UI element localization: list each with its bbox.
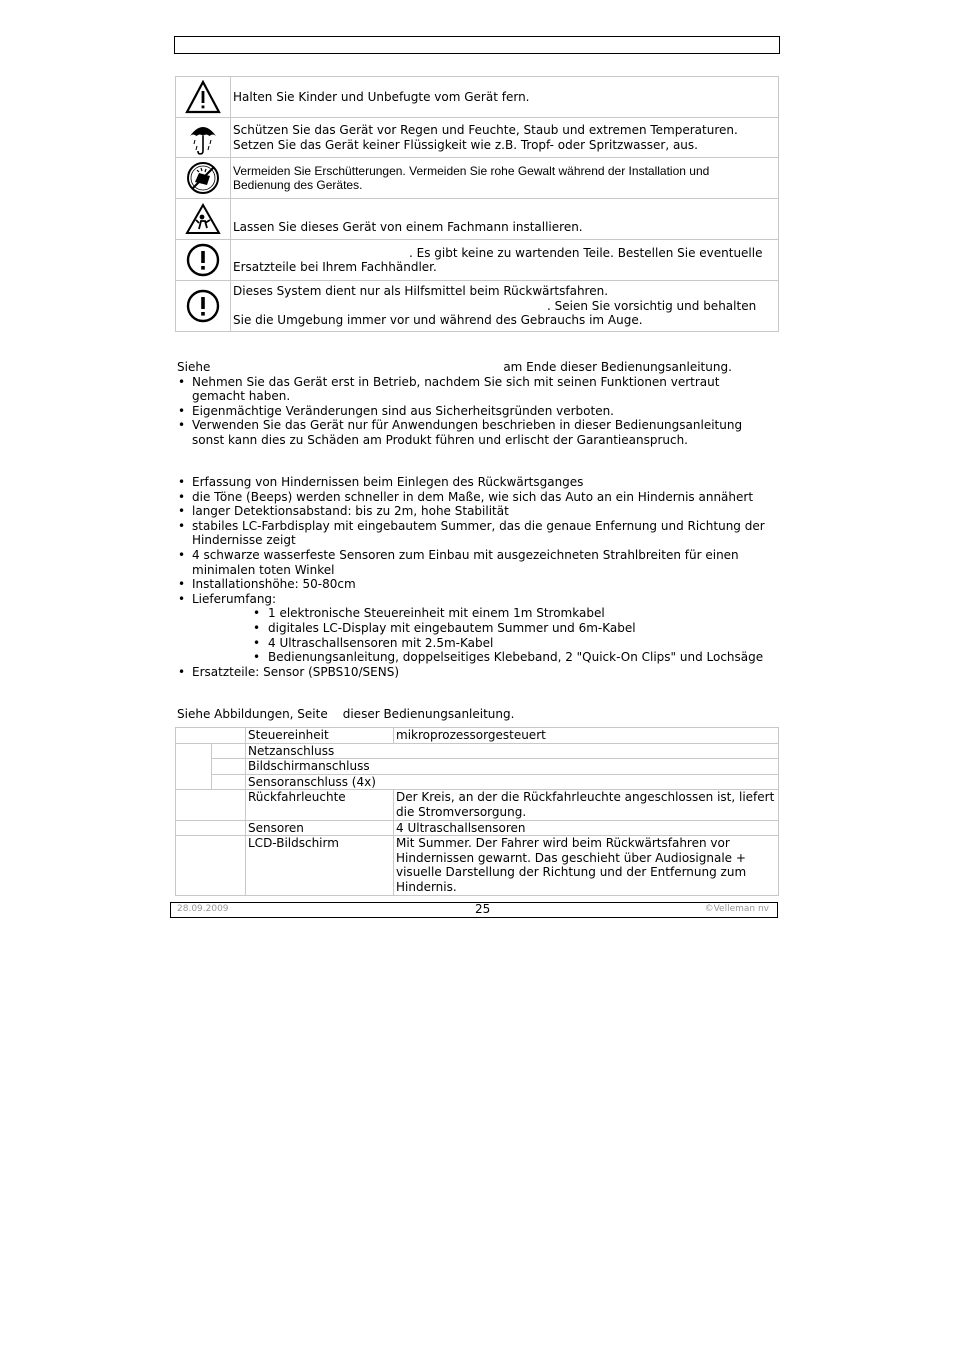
table-row xyxy=(176,743,779,759)
footer-date: 28.09.2009 xyxy=(177,904,229,914)
spare-parts-list xyxy=(177,665,777,680)
table-row xyxy=(176,728,779,744)
footer xyxy=(170,902,778,918)
list-item: • Nehmen Sie das Gerät erst in Betrieb, nachdem Sie sich mit seinen Funktionen vertraut gemacht haben. xyxy=(177,375,777,404)
table-cell: 4 Ultraschallsensoren xyxy=(394,820,779,836)
safety-text: . Es gibt keine zu wartenden Teile. Bestellen Sie eventuelle Ersatzteile bei Ihrem Fachhändler. xyxy=(231,240,779,281)
table-cell: Netzanschluss xyxy=(246,743,779,759)
umbrella-rain-icon xyxy=(176,118,231,158)
safety-row xyxy=(176,77,779,118)
header-bar xyxy=(174,36,780,54)
table-row xyxy=(176,836,779,895)
safety-row xyxy=(176,118,779,158)
spec-table xyxy=(175,727,779,896)
list-item: • 1 elektronische Steuereinheit mit einem 1m Stromkabel xyxy=(253,606,777,621)
safety-row xyxy=(176,158,779,199)
exclamation-circle-icon xyxy=(176,240,231,281)
technician-icon xyxy=(176,199,231,240)
list-item: • Lieferumfang: xyxy=(177,592,777,607)
table-row xyxy=(176,820,779,836)
guidelines-intro: Siehe am Ende dieser Bedienungsanleitung. xyxy=(177,360,732,374)
table-row xyxy=(176,759,779,775)
safety-text: Lassen Sie dieses Gerät von einem Fachmann installieren. xyxy=(231,199,779,240)
safety-row xyxy=(176,240,779,281)
footer-copyright: ©Velleman nv xyxy=(704,904,769,914)
features-section xyxy=(177,475,777,679)
list-item: • Verwenden Sie das Gerät nur für Anwendungen beschrieben in dieser Bedienungsanleitung sonst kann dies zu Schäden am Produkt führen und erlischt der Garantieanspruch. xyxy=(177,418,777,447)
features-list xyxy=(177,475,777,606)
list-item: • die Töne (Beeps) werden schneller in dem Maße, wie sich das Auto an ein Hindernis annähert xyxy=(177,490,777,505)
no-shock-icon xyxy=(176,158,231,199)
list-item: • 4 Ultraschallsensoren mit 2.5m-Kabel xyxy=(253,636,777,651)
safety-text: Vermeiden Sie Erschütterungen. Vermeiden Sie rohe Gewalt während der Installation und Bedienung des Gerätes. xyxy=(231,158,779,199)
safety-text: Halten Sie Kinder und Unbefugte vom Gerät fern. xyxy=(231,77,779,118)
table-cell: mikroprozessorgesteuert xyxy=(394,728,779,744)
table-cell: Sensoranschluss (4x) xyxy=(246,774,779,790)
list-item: • digitales LC-Display mit eingebautem Summer und 6m-Kabel xyxy=(253,621,777,636)
table-cell: Mit Summer. Der Fahrer wird beim Rückwärtsfahren vor Hindernissen gewarnt. Das geschieht über Audiosignale + visuelle Darstellung der Richtung und der Entfernung zum Hindernis. xyxy=(394,836,779,895)
list-item: • Eigenmächtige Veränderungen sind aus Sicherheitsgründen verboten. xyxy=(177,404,777,419)
table-cell: Steuereinheit xyxy=(246,728,394,744)
list-item: • Installationshöhe: 50-80cm xyxy=(177,577,777,592)
list-item: • stabiles LC-Farbdisplay mit eingebautem Summer, das die genaue Enfernung und Richtung der Hindernisse zeigt xyxy=(177,519,777,548)
guidelines-list xyxy=(177,375,777,448)
list-item: • 4 schwarze wasserfeste Sensoren zum Einbau mit ausgezeichneten Strahlbreiten für einen minimalen toten Winkel xyxy=(177,548,777,577)
table-row xyxy=(176,774,779,790)
table-cell: Sensoren xyxy=(246,820,394,836)
exclamation-circle-icon xyxy=(176,281,231,332)
list-item: • Bedienungsanleitung, doppelseitiges Klebeband, 2 "Quick-On Clips" und Lochsäge xyxy=(253,650,777,665)
warning-triangle-icon xyxy=(176,77,231,118)
table-row xyxy=(176,790,779,820)
package-contents-list xyxy=(177,606,777,664)
safety-text: Dieses System dient nur als Hilfsmittel beim Rückwärtsfahren. . Seien Sie vorsichtig und behalten Sie die Umgebung immer vor und während des Gebrauchs im Auge. xyxy=(231,281,779,332)
safety-text: Schützen Sie das Gerät vor Regen und Feuchte, Staub und extremen Temperaturen. Setzen Sie das Gerät keiner Flüssigkeit wie z.B. Tropf- oder Spritzwasser, aus. xyxy=(231,118,779,158)
list-item: • langer Detektionsabstand: bis zu 2m, hohe Stabilität xyxy=(177,504,777,519)
guidelines-section xyxy=(177,360,777,448)
table-cell: Bildschirmanschluss xyxy=(246,759,779,775)
page-number: 25 xyxy=(475,902,491,916)
list-item: • Ersatzteile: Sensor (SPBS10/SENS) xyxy=(177,665,777,680)
overview-intro: Siehe Abbildungen, Seite dieser Bedienungsanleitung. xyxy=(177,707,515,721)
table-cell: Der Kreis, an der die Rückfahrleuchte angeschlossen ist, liefert die Stromversorgung. xyxy=(394,790,779,820)
safety-table xyxy=(175,76,779,332)
table-cell: Rückfahrleuchte xyxy=(246,790,394,820)
safety-row xyxy=(176,281,779,332)
safety-row xyxy=(176,199,779,240)
table-cell: LCD-Bildschirm xyxy=(246,836,394,895)
list-item: • Erfassung von Hindernissen beim Einlegen des Rückwärtsganges xyxy=(177,475,777,490)
